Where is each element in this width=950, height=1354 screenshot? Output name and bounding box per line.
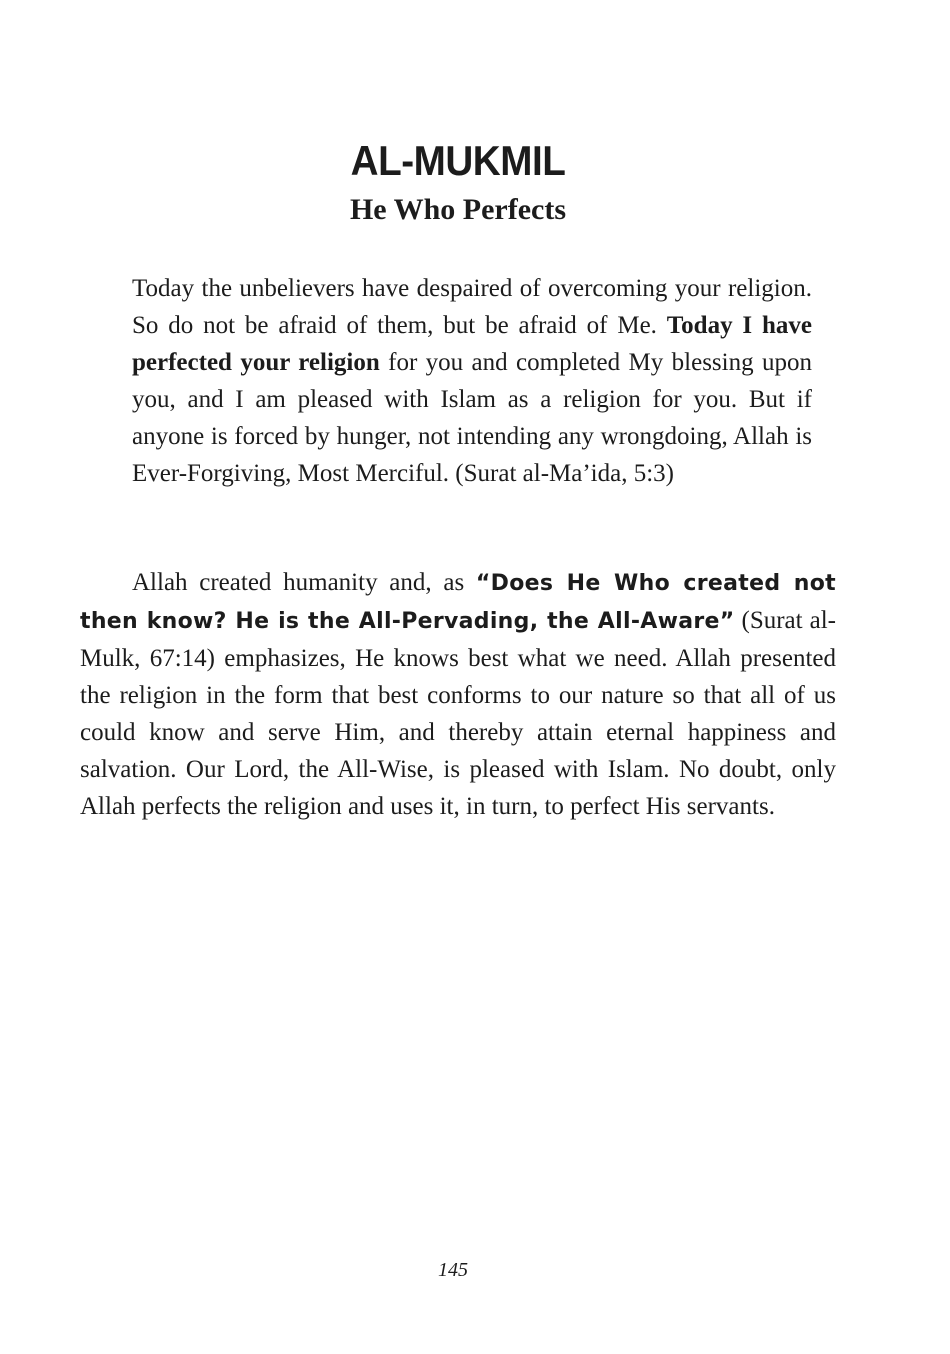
paragraph-emphasis-quote: “Does He Who created not then know? He is the All-Pervading, the All-Aware”: [80, 571, 836, 634]
verse-text-end: for you and completed My blessing upon you, and I am pleased with Islam as a religion for you. But if anyone is forced by hunger, not intending any wrongdoing, Allah is Ever-Forgiving, Most Merciful. (Surat al-Ma’ida, 5:3): [132, 349, 812, 487]
paragraph-intro: Allah created humanity and, as: [132, 569, 476, 596]
chapter-heading: [0, 136, 916, 230]
verse-text-start: Today the unbelievers have despaired of overcoming your religion. So do not be afraid of them, but be afraid of Me.: [132, 275, 812, 339]
page-number: 145: [438, 1259, 468, 1281]
paragraph-rest: (Surat al-Mulk, 67:14) emphasizes, He knows best what we need. Allah presented the religion in the form that best conforms to our nature so that all of us could know and serve Him, and thereby attain eternal happiness and salvation. Our Lord, the All-Wise, is pleased with Islam. No doubt, only Allah perfects the religion and uses it, in turn, to perfect His servants.: [80, 607, 836, 820]
verse-quote: [132, 270, 812, 492]
verse-emphasis: Today I have perfected your religion: [132, 312, 813, 376]
body-paragraph: [80, 564, 836, 825]
chapter-subtitle: He Who Perfects: [349, 193, 567, 226]
chapter-title: AL-MUKMIL: [350, 137, 566, 184]
